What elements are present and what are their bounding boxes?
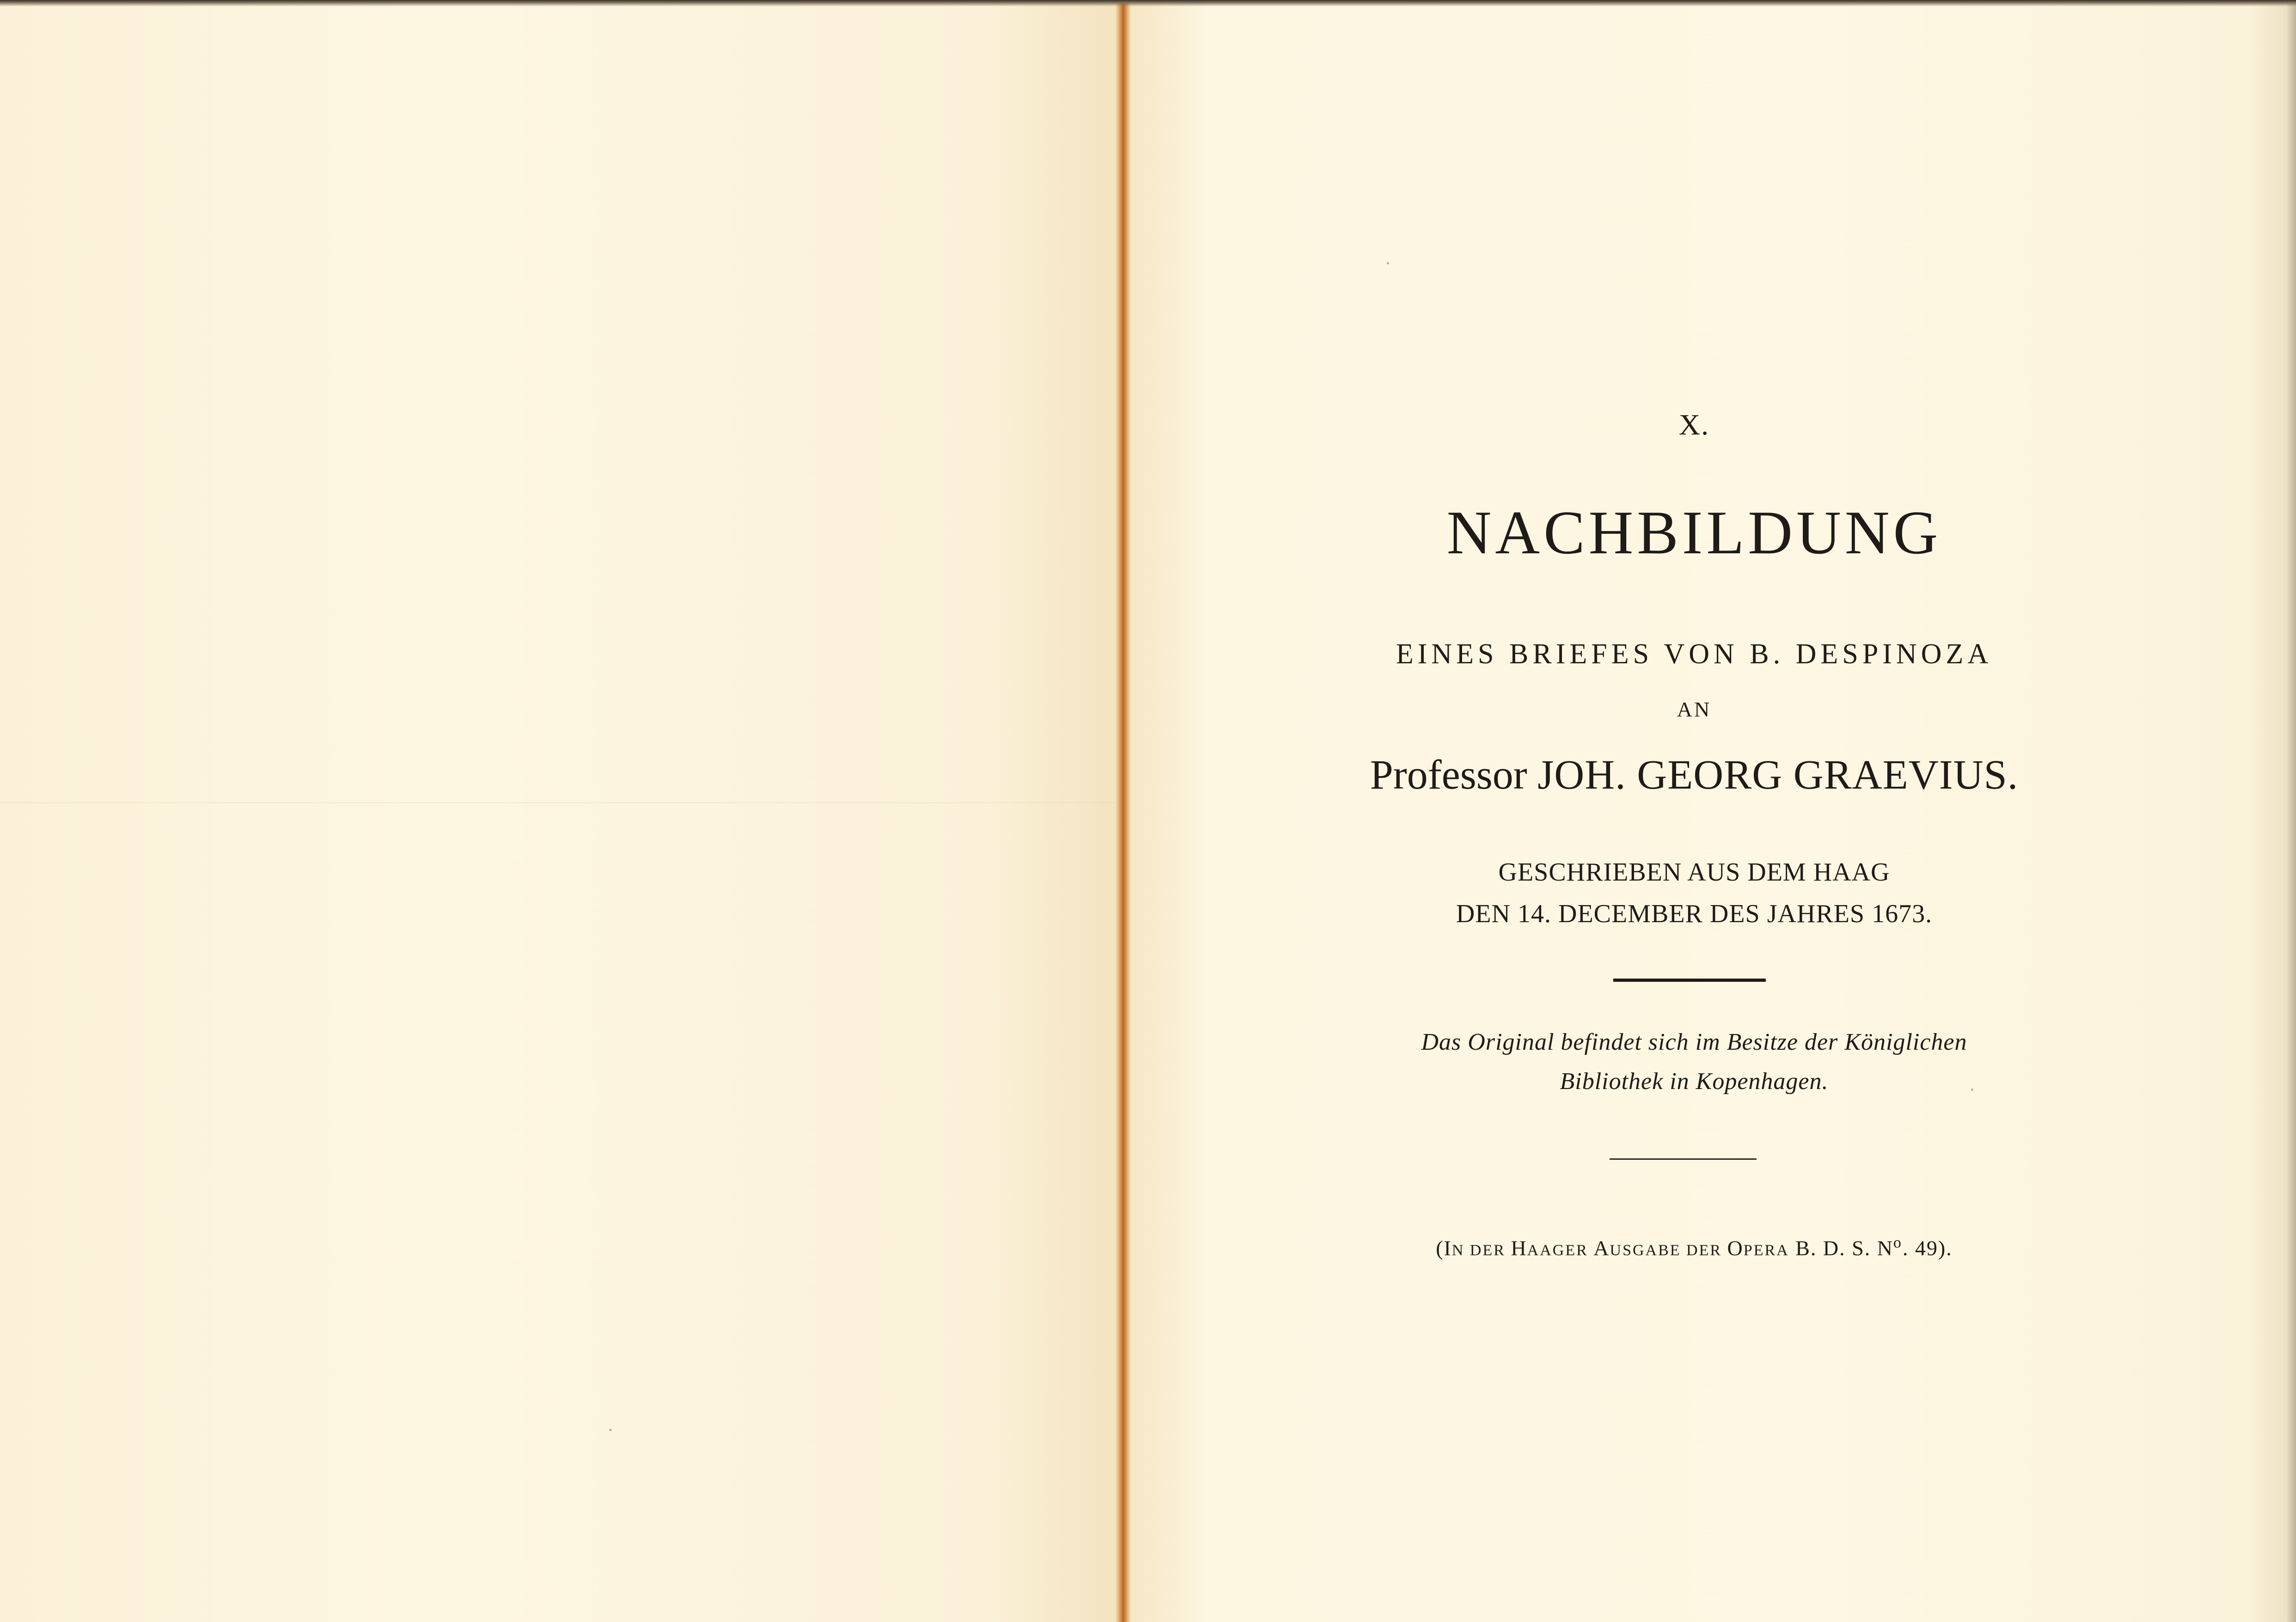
- ref-text: O: [1727, 1236, 1744, 1260]
- recipient-line: [1230, 751, 2159, 799]
- ref-text: A: [1593, 1236, 1610, 1260]
- ref-text: o: [1893, 1234, 1903, 1251]
- title-page: [1230, 0, 2159, 1622]
- ref-text: (I: [1436, 1236, 1452, 1260]
- edition-reference: [1230, 1234, 2159, 1260]
- origin-line-2: DEN 14. DECEMBER DES JAHRES 1673.: [1456, 900, 1933, 928]
- subtitle-line-1: EINES BRIEFES VON B. DESPINOZA: [1396, 638, 1993, 670]
- subtitle-line-2: AN: [1677, 698, 1712, 721]
- left-page-blank: [0, 0, 1119, 1622]
- ref-text: AAGER: [1527, 1242, 1594, 1259]
- paper-speck: [609, 1429, 612, 1431]
- note-line-1: Das Original befindet sich im Besitze der Königlichen: [1421, 1029, 1967, 1055]
- note-line-2: Bibliothek in Kopenhagen.: [1560, 1068, 1829, 1095]
- divider-thick: [1613, 979, 1766, 982]
- ref-text: USGABE DER: [1610, 1242, 1727, 1259]
- recipient-prefix: Professor: [1370, 752, 1527, 798]
- recipient-name: JOH. GEORG GRAEVIUS.: [1537, 752, 2019, 798]
- ref-text: PERA: [1743, 1242, 1789, 1259]
- page-fold-line: [0, 802, 1116, 803]
- page-edge: [2287, 0, 2296, 1622]
- divider-thin: [1610, 1158, 1757, 1160]
- book-gutter: [1116, 0, 1131, 1622]
- ref-text: H: [1511, 1236, 1527, 1260]
- origin-line-1: GESCHRIEBEN AUS DEM HAAG: [1498, 858, 1890, 887]
- ref-text: . 49).: [1902, 1236, 1953, 1260]
- ref-text: B. D. S. N: [1789, 1236, 1893, 1260]
- ref-text: N DER: [1451, 1242, 1511, 1259]
- page-title: NACHBILDUNG: [1446, 498, 1942, 567]
- section-numeral: X.: [1678, 408, 1710, 441]
